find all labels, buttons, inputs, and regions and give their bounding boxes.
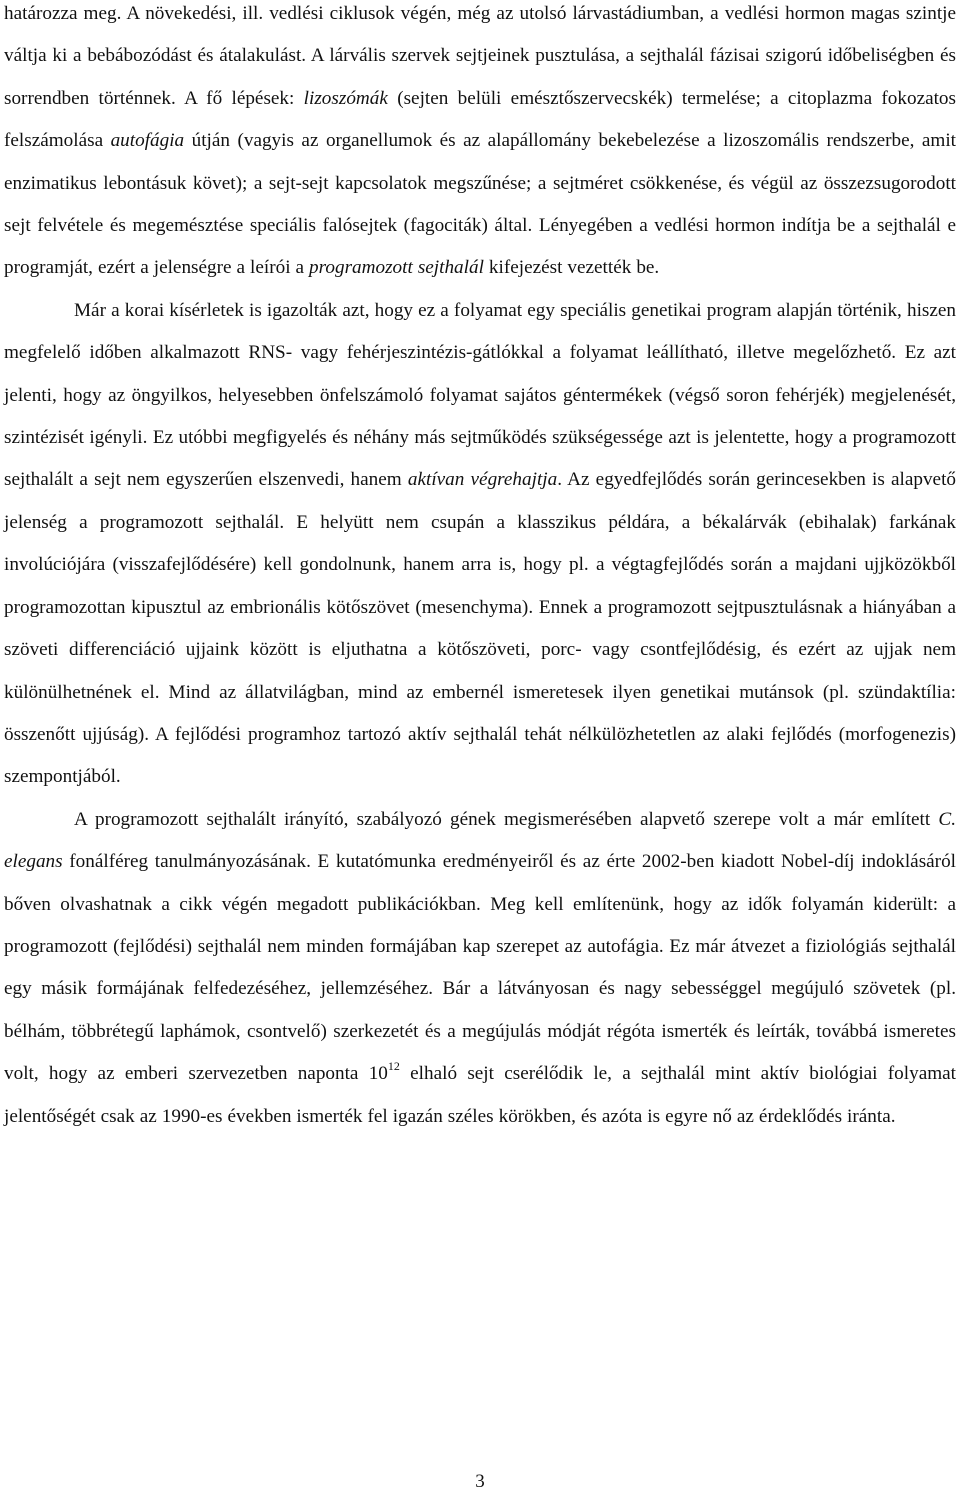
italic-term: aktívan végrehajtja: [407, 469, 558, 491]
italic-term: programozott sejthalál: [309, 257, 484, 279]
paragraph-p2: [4, 290, 956, 799]
paragraph-text: határozza meg. A növekedési, ill. vedlési ciklusok végén, még az utolsó lárvastádiumban, a vedlési hormon magas szintje váltja ki a bebábozódást és átalakulást. A lárvális szervek sejtjeinek pusztulása, a sejthalál fázisai szigorú időbeliségben és sorrendben történnek. A fő lépések:: [4, 3, 956, 109]
paragraph-text: (sejten belüli emésztőszervecskék) termelése; a citoplazma fokozatos felszámolása: [4, 87, 956, 152]
page-number: 3: [475, 1471, 485, 1492]
document-body: [4, 0, 956, 1138]
italic-term: lizoszómák: [303, 87, 388, 109]
paragraph-text: kifejezést vezették be.: [483, 257, 660, 279]
paragraph-text: A programozott sejthalált irányító, szabályozó gének megismerésében alapvető szerepe volt a már említett: [74, 808, 939, 830]
paragraph-p3: [4, 799, 956, 1138]
paragraph-text: fonálféreg tanulmányozásának. E kutatómunka eredményeiről és az érte 2002-ben kiadott Nobel-díj indoklásáról bőven olvashatnak a cikk végén megadott publikációkban. Meg kell említenünk, hogy az idők folyamán kiderült: a programozott (fejlődési) sejthalál nem minden formájában kap szerepet az autofágia. Ez már átvezet a fiziológiás sejthalál egy másik formájának felfedezéséhez, jellemzéséhez. Bár a látványosan és nagy sebességgel megújuló szövetek (pl. bélhám, többrétegű laphámok, csontvelő) szerkezetét és a megújulás módját régóta ismerték és leírták, továbbá ismeretes volt, hogy az emberi szervezetben naponta 10: [4, 851, 956, 1085]
superscript-exponent: 12: [387, 1059, 400, 1074]
paragraph-p1: [4, 0, 956, 290]
paragraph-text: . Az egyedfejlődés során gerincesekben is alapvető jelenség a programozott sejthalál. E helyütt nem csupán a klasszikus példára, a békalárvák (ebihalak) farkának involúciójára (visszafejlődésére) kell gondolnunk, hanem arra is, hogy pl. a végtagfejlődés során a majdani ujjközökből programozottan kipusztul az embrionális kötőszövet (mesenchyma). Ennek a programozott sejtpusztulásnak a hiányában a szöveti differenciáció ujjaink között is eljuthatna a kötőszöveti, porc- vagy csontfejlődésig, és ezért az ujjak nem különülhetnének el. Mind az állatvilágban, mind az embernél ismeretesek ilyen genetikai mutánsok (pl. szündaktília: összenőtt ujjúság). A fejlődési programhoz tartozó aktív sejthalál tehát nélkülözhetetlen az alaki fejlődés (morfogenezis) szempontjából.: [4, 469, 957, 788]
document-page: [4, 0, 956, 1138]
paragraph-text: elhaló sejt cserélődik le, a sejthalál mint aktív biológiai folyamat jelentőségét csak az 1990-es években ismerték fel igazán széles körökben, és azóta is egyre nő az érdeklődés iránta.: [4, 1063, 956, 1127]
paragraph-text: Már a korai kísérletek is igazolták azt, hogy ez a folyamat egy speciális genetikai program alapján történik, hiszen megfelelő időben alkalmazott RNS- vagy fehérjeszintézis-gátlókkal a folyamat leállítható, illetve megelőzhető. Ez azt jelenti, hogy az öngyilkos, helyesebben önfelszámoló folyamat sajátos géntermékek (végső soron fehérjék) megjelenését, szintézisét igényli. Ez utóbbi megfigyelés és néhány más sejtműködés szükségessége azt is jelentette, hogy a programozott sejthalált a sejt nem egyszerűen elszenvedi, hanem: [4, 299, 956, 491]
paragraph-text: útján (vagyis az organellumok és az alapállomány bekebelezése a lizoszomális rendszerbe, amit enzimatikus lebontásuk követ); a sejt-sejt kapcsolatok megszűnése; a sejtméret csökkenése, és végül az összezsugorodott sejt felvétele és megemésztése speciális falósejtek (fagociták) által. Lényegében a vedlési hormon indítja be a sejthalál e programját, ezért a jelenségre a leírói a: [4, 130, 956, 279]
italic-term: autofágia: [110, 130, 185, 152]
italic-term: C. elegans: [4, 808, 956, 873]
